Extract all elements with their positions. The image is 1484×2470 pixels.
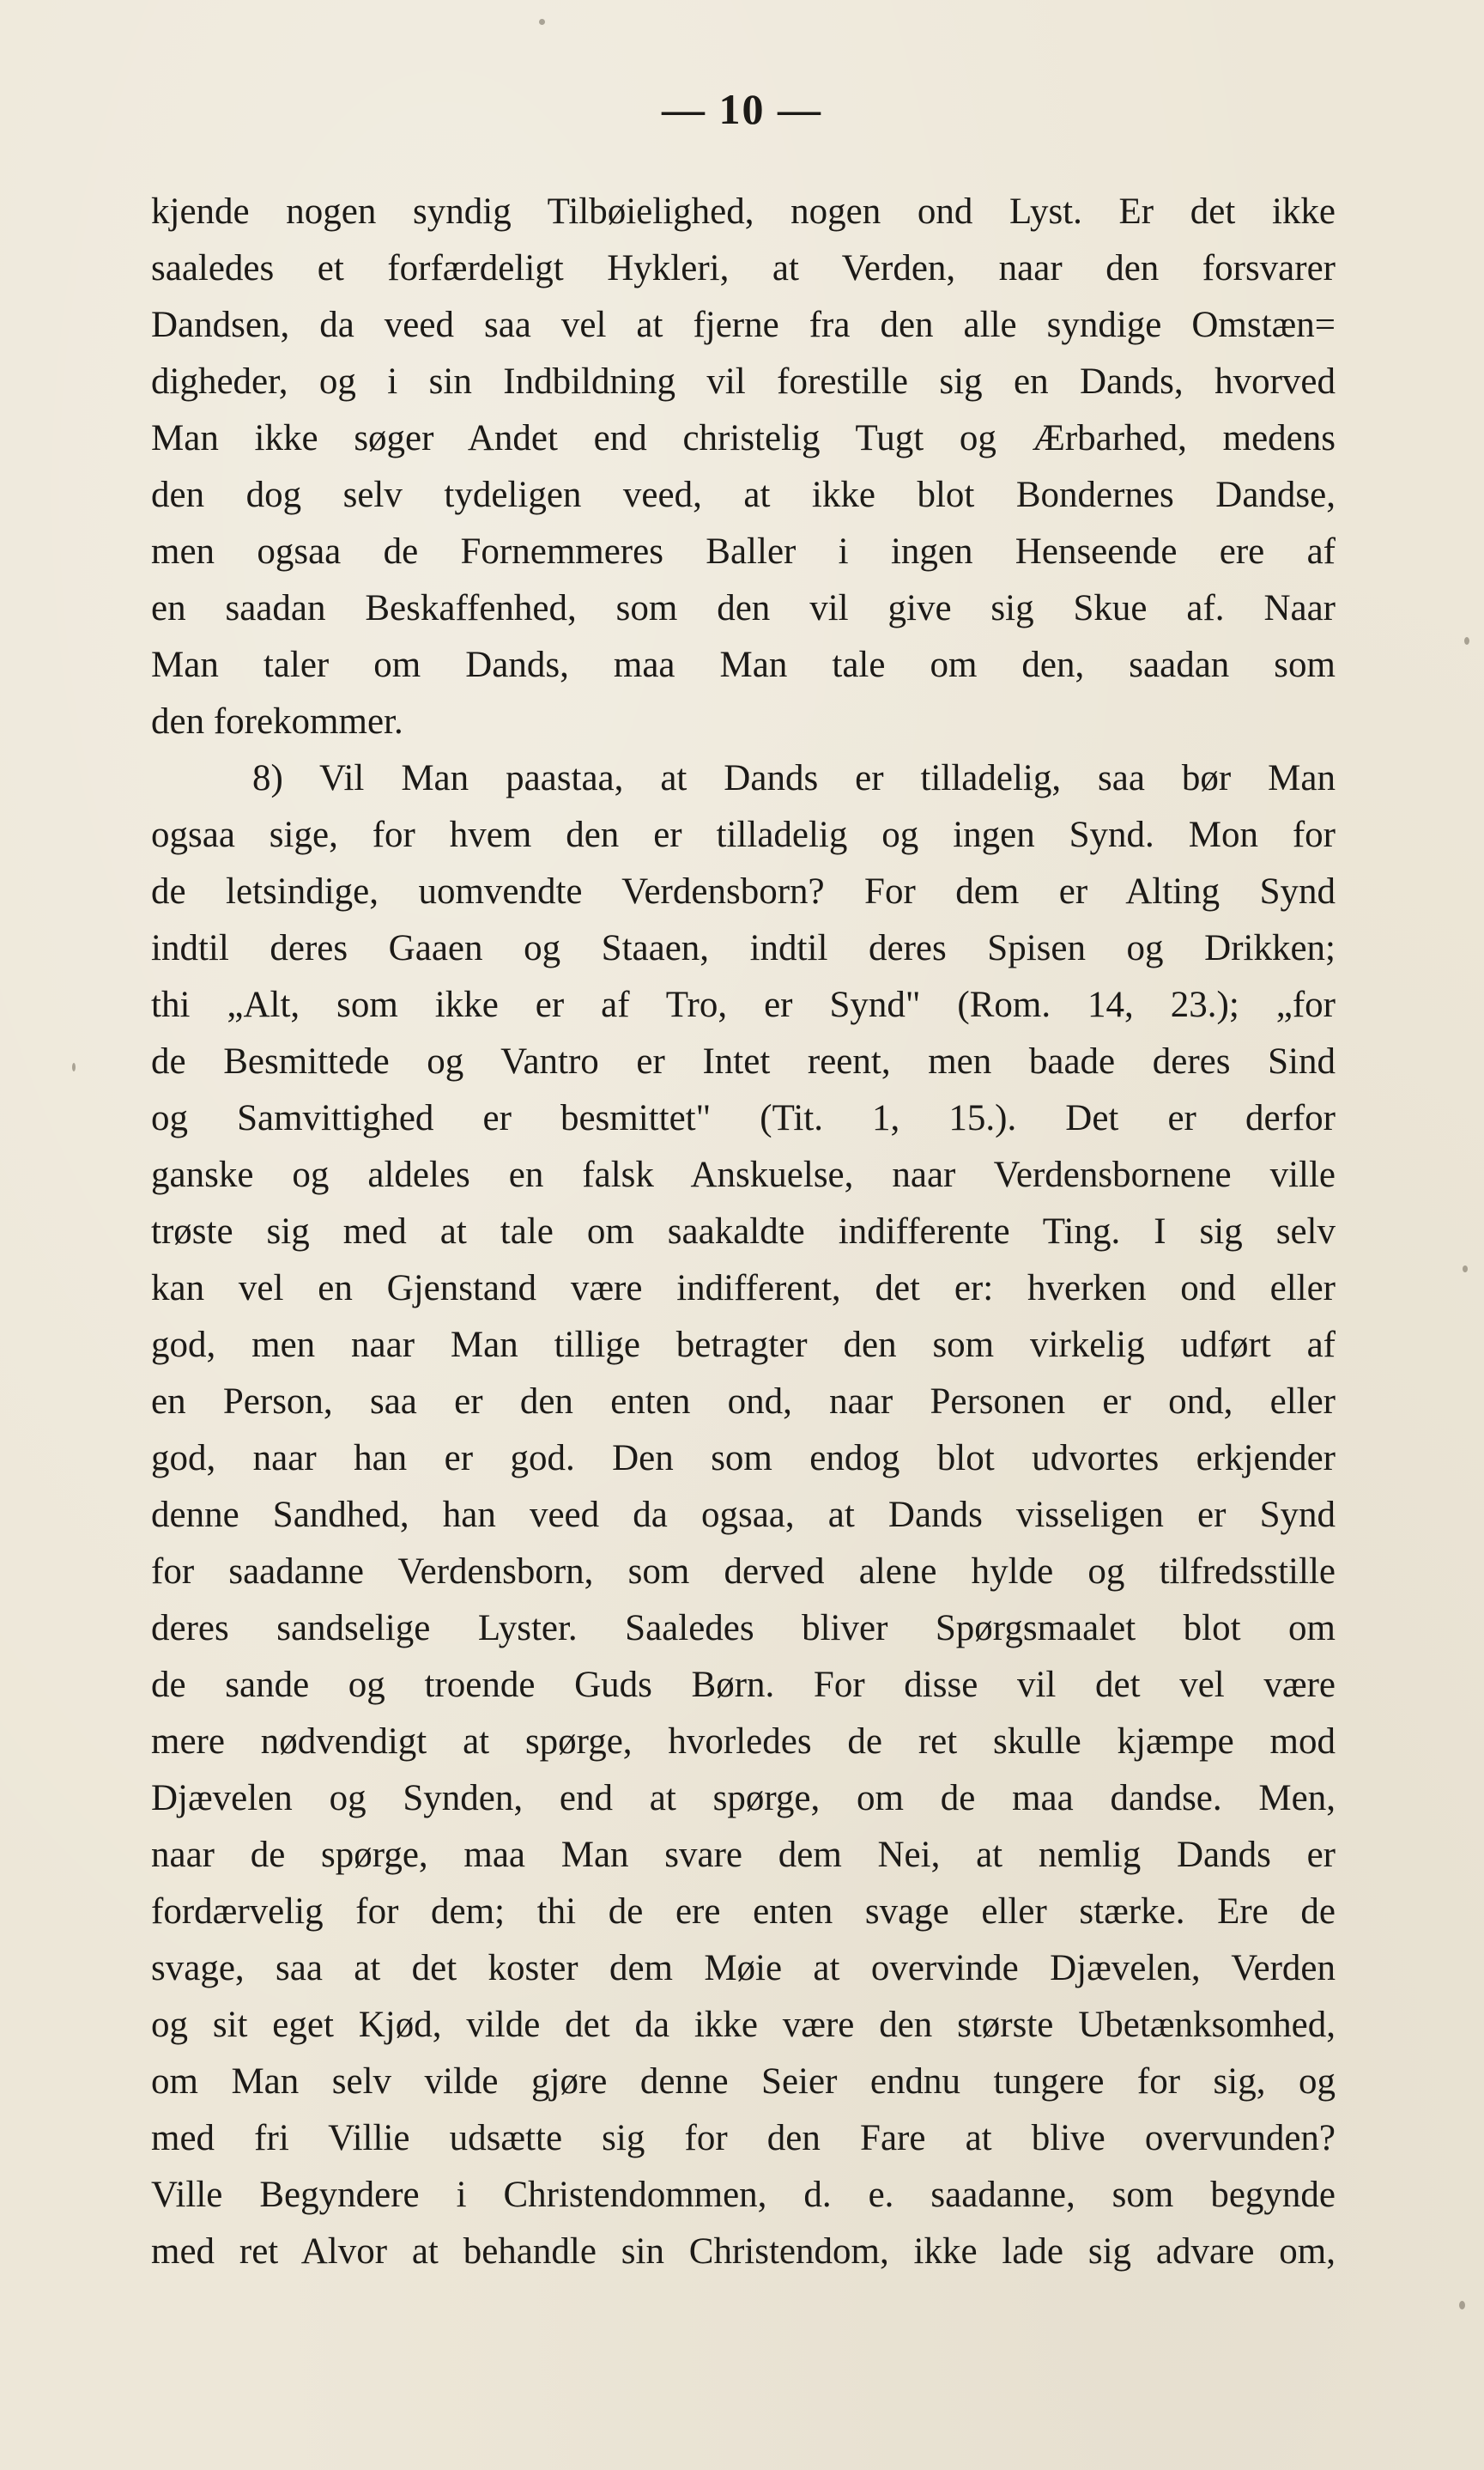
text-line: den forekommer. [151,701,403,742]
paper-speck [1459,2301,1465,2309]
text-line: trøste sig med at tale om saakaldte indifferente Ting. I sig selv [151,1211,1336,1252]
text-line: for saadanne Verdensborn, som derved alene hylde og tilfredsstille [151,1551,1336,1592]
paper-speck [72,1063,76,1071]
text-line: god, naar han er god. Den som endog blot udvortes erkjender [151,1438,1336,1478]
text-line: med ret Alvor at behandle sin Christendom, ikke lade sig advare om, [151,2231,1336,2272]
text-line: svage, saa at det koster dem Møie at overvinde Djævelen, Verden [151,1948,1336,1988]
text-line: fordærvelig for dem; thi de ere enten svage eller stærke. Ere de [151,1891,1336,1932]
text-line: saaledes et forfærdeligt Hykleri, at Verden, naar den forsvarer [151,248,1336,288]
text-line: thi „Alt, som ikke er af Tro, er Synd" (Rom. 14, 23.); „for [151,985,1336,1025]
page-number: — 10 — [662,85,822,133]
text-line: ganske og aldeles en falsk Anskuelse, naar Verdensbornene ville [151,1155,1336,1195]
text-line: og Samvittighed er besmittet" (Tit. 1, 15.). Det er derfor [151,1098,1336,1138]
text-line: naar de spørge, maa Man svare dem Nei, at nemlig Dands er [151,1835,1336,1875]
text-line: Ville Begyndere i Christendommen, d. e. saadanne, som begynde [151,2175,1336,2215]
text-line: god, men naar Man tillige betragter den som virkelig udført af [151,1325,1336,1365]
text-line: kan vel en Gjenstand være indifferent, det er: hverken ond eller [151,1268,1336,1308]
text-line: den dog selv tydeligen veed, at ikke blot Bondernes Dandse, [151,475,1336,515]
text-line: deres sandselige Lyster. Saaledes bliver Spørgsmaalet blot om [151,1608,1336,1648]
text-line: Djævelen og Synden, end at spørge, om de maa dandse. Men, [151,1778,1336,1818]
paper-speck [1464,637,1469,645]
paper-speck [1463,1265,1468,1272]
text-line: denne Sandhed, han veed da ogsaa, at Dands visseligen er Synd [151,1495,1336,1535]
text-line: digheder, og i sin Indbildning vil forestille sig en Dands, hvorved [151,361,1336,402]
text-line: Man taler om Dands, maa Man tale om den, saadan som [151,645,1336,685]
text-line: Dandsen, da veed saa vel at fjerne fra den alle syndige Omstæn= [151,305,1336,345]
text-line: de Besmittede og Vantro er Intet reent, men baade deres Sind [151,1041,1336,1082]
text-line: Man ikke søger Andet end christelig Tugt og Ærbarhed, medens [151,418,1336,458]
paper-speck [539,19,545,25]
text-line: 8) Vil Man paastaa, at Dands er tilladelig, saa bør Man [252,758,1336,798]
text-line: kjende nogen syndig Tilbøielighed, nogen ond Lyst. Er det ikke [151,191,1336,232]
text-line: med fri Villie udsætte sig for den Fare at blive overvunden? [151,2118,1336,2158]
text-line: de sande og troende Guds Børn. For disse vil det vel være [151,1665,1336,1705]
text-line: og sit eget Kjød, vilde det da ikke være den største Ubetænksomhed, [151,2005,1336,2045]
text-line: men ogsaa de Fornemmeres Baller i ingen Henseende ere af [151,531,1336,572]
text-line: om Man selv vilde gjøre denne Seier endnu tungere for sig, og [151,2061,1336,2102]
text-line: de letsindige, uomvendte Verdensborn? For dem er Alting Synd [151,871,1336,912]
text-line: en Person, saa er den enten ond, naar Personen er ond, eller [151,1381,1336,1422]
text-line: mere nødvendigt at spørge, hvorledes de ret skulle kjæmpe mod [151,1721,1336,1762]
text-line: en saadan Beskaffenhed, som den vil give sig Skue af. Naar [151,588,1336,628]
text-line: indtil deres Gaaen og Staaen, indtil deres Spisen og Drikken; [151,928,1336,968]
body-text [151,184,1336,2280]
text-line: ogsaa sige, for hvem den er tilladelig og ingen Synd. Mon for [151,815,1336,855]
